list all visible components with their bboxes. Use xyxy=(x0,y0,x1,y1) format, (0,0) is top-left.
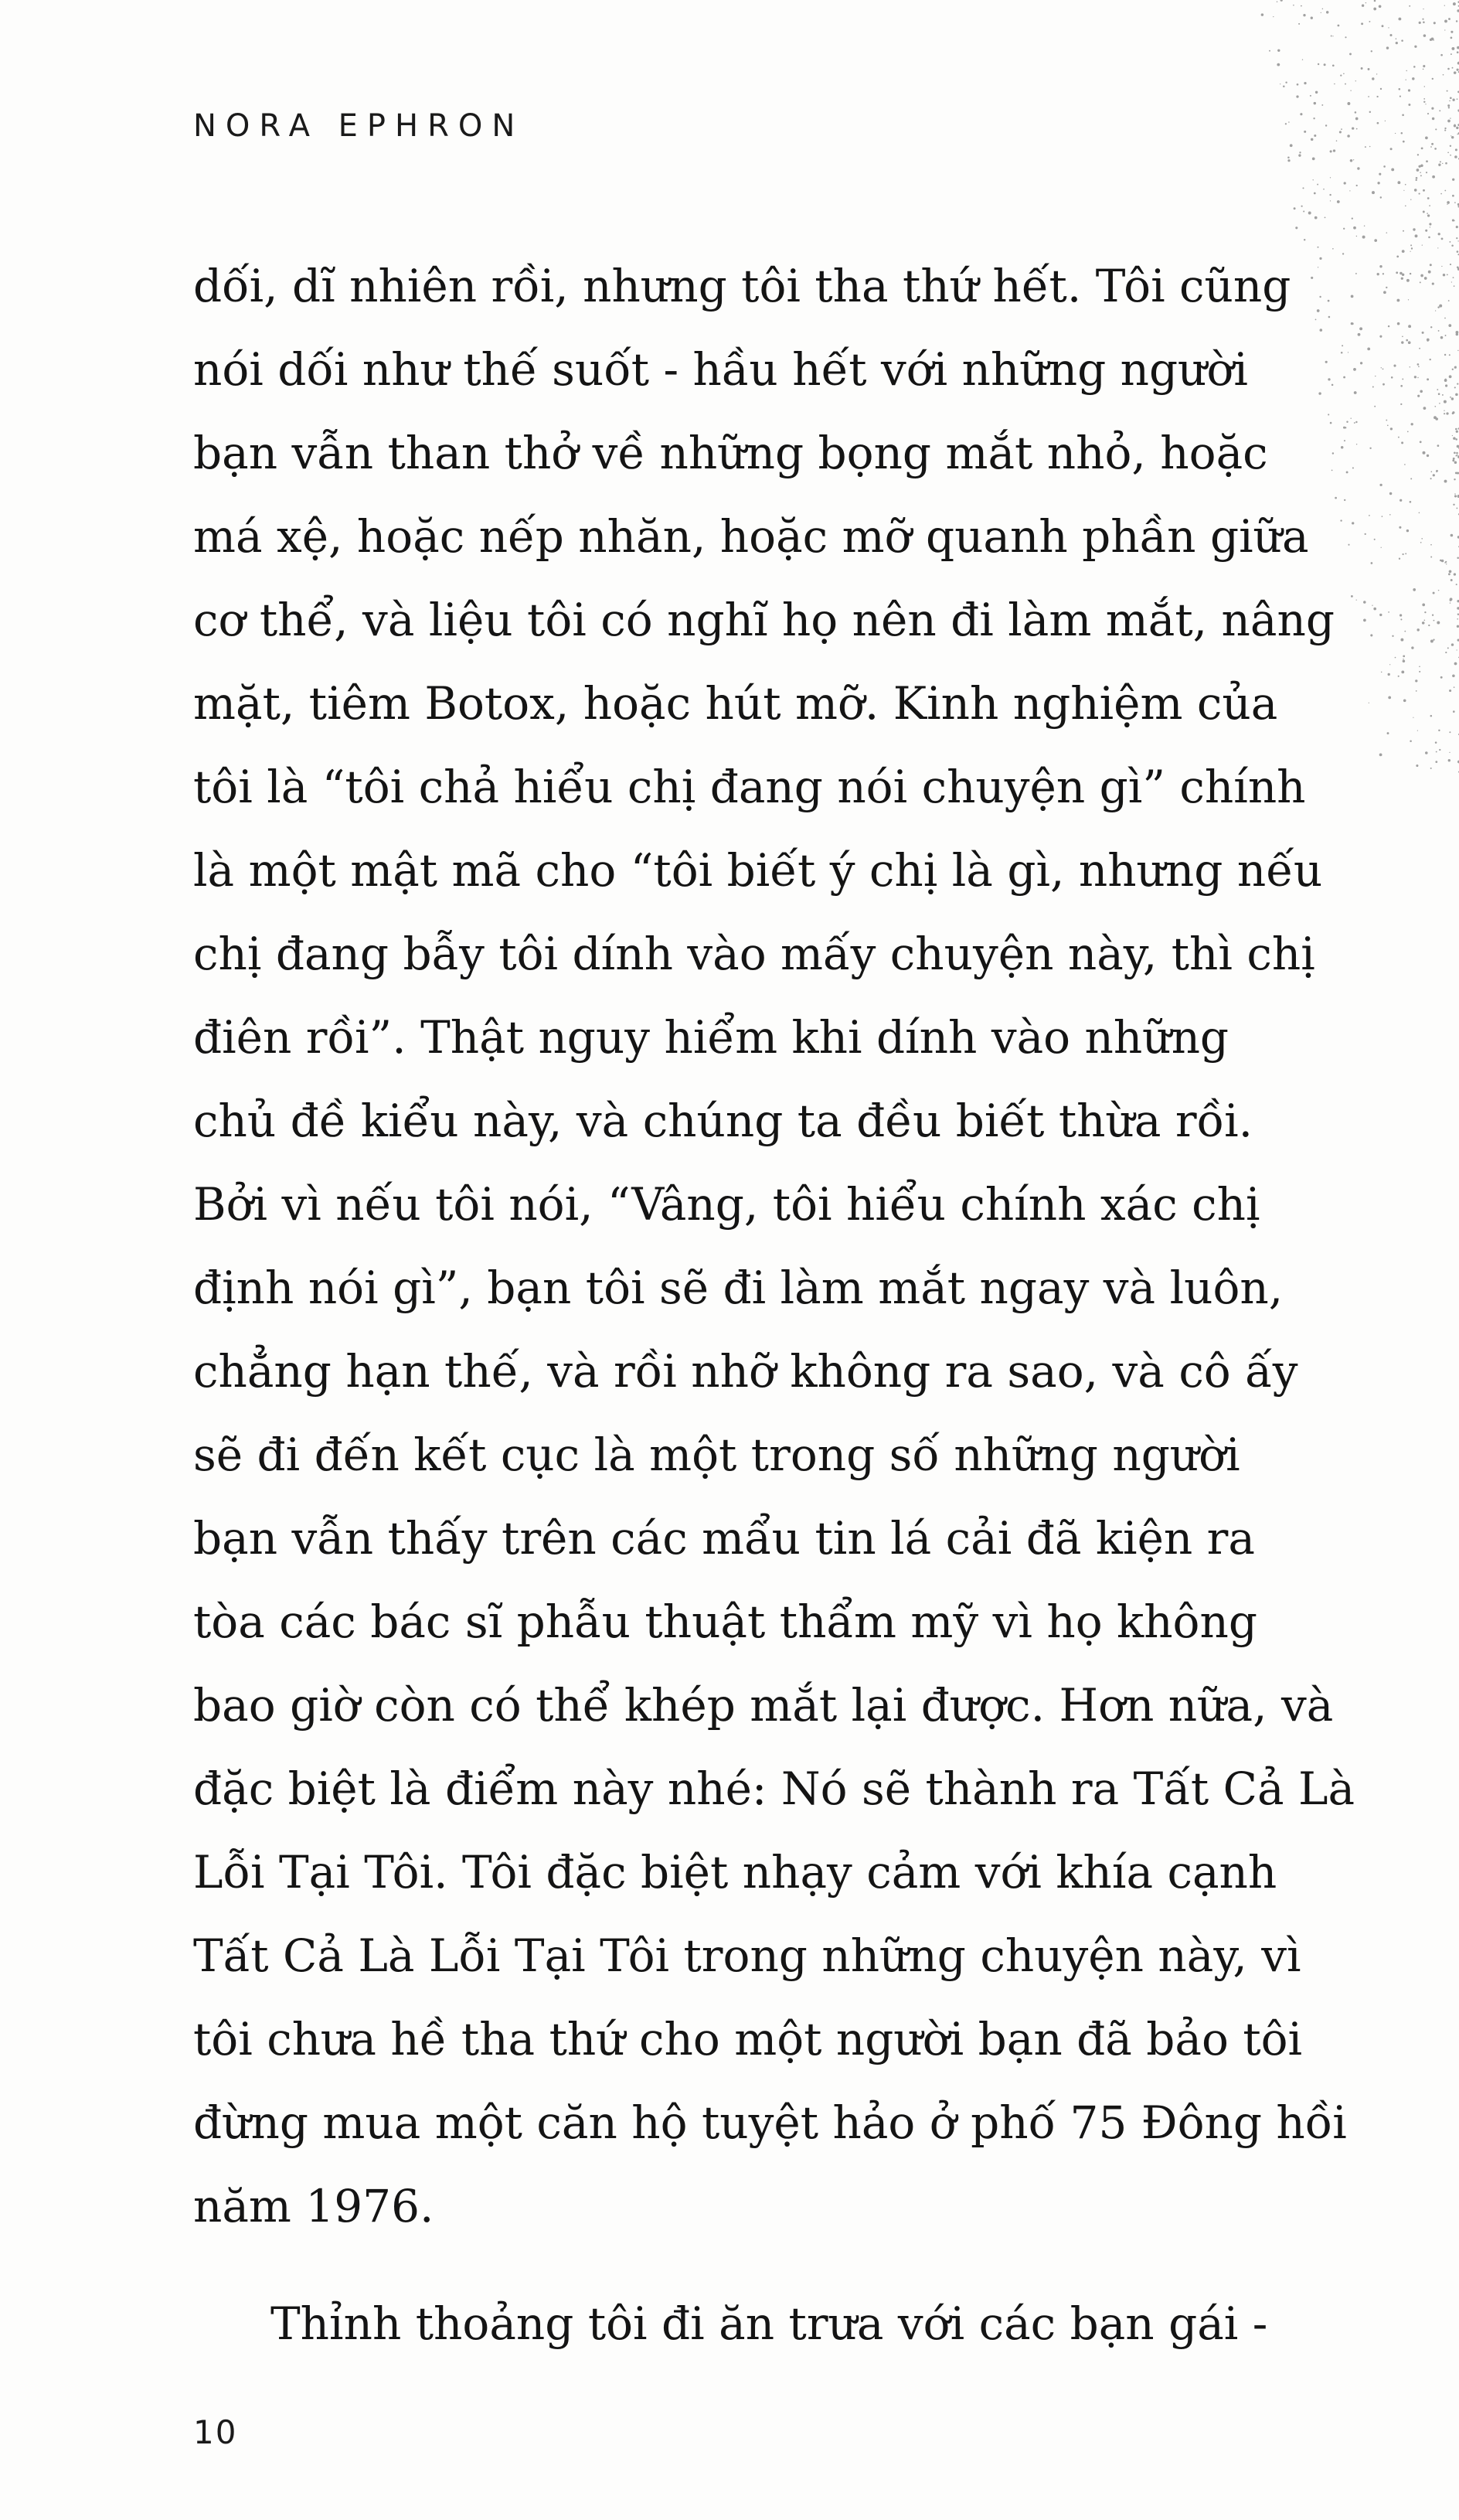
text-line: tôi chưa hề tha thứ cho một người bạn đã bảo tôi xyxy=(193,2013,1303,2065)
text-line: Bởi vì nếu tôi nói, “Vâng, tôi hiểu chính xác chị xyxy=(193,1178,1260,1231)
text-line: Lỗi Tại Tôi. Tôi đặc biệt nhạy cảm với khía cạnh xyxy=(193,1846,1277,1899)
text-line: Tất Cả Là Lỗi Tại Tôi trong những chuyện này, vì xyxy=(193,1929,1301,1982)
text-line: năm 1976. xyxy=(193,2180,434,2232)
paragraph-2 xyxy=(193,2282,1383,2365)
text-line: tôi là “tôi chả hiểu chị đang nói chuyện gì” chính xyxy=(193,761,1306,813)
text-line: cơ thể, và liệu tôi có nghĩ họ nên đi làm mắt, nâng xyxy=(193,594,1335,646)
body-text xyxy=(193,244,1383,2365)
text-line: sẽ đi đến kết cục là một trong số những người xyxy=(193,1429,1240,1481)
text-line: bạn vẫn thấy trên các mẩu tin lá cải đã kiện ra xyxy=(193,1512,1255,1565)
text-line: má xệ, hoặc nếp nhăn, hoặc mỡ quanh phần giữa xyxy=(193,510,1309,563)
text-line: tòa các bác sĩ phẫu thuật thẩm mỹ vì họ không xyxy=(193,1595,1257,1648)
text-line: chẳng hạn thế, và rồi nhỡ không ra sao, và cô ấy xyxy=(193,1345,1298,1398)
text-line: là một mật mã cho “tôi biết ý chị là gì, nhưng nếu xyxy=(193,844,1323,897)
running-header-author: NORA EPHRON xyxy=(193,108,525,144)
text-line: mặt, tiêm Botox, hoặc hút mỡ. Kinh nghiệm của xyxy=(193,677,1278,730)
paragraph-1 xyxy=(193,244,1383,2248)
page-number: 10 xyxy=(193,2413,238,2451)
text-line: đừng mua một căn hộ tuyệt hảo ở phố 75 Đông hồi xyxy=(193,2096,1347,2149)
text-line: Thỉnh thoảng tôi đi ăn trưa với các bạn gái - xyxy=(270,2297,1268,2350)
text-line: định nói gì”, bạn tôi sẽ đi làm mắt ngay và luôn, xyxy=(193,1262,1284,1314)
text-line: đặc biệt là điểm này nhé: Nó sẽ thành ra Tất Cả Là xyxy=(193,1762,1355,1815)
text-line: nói dối như thế suốt - hầu hết với những người xyxy=(193,343,1248,396)
text-line: chủ đề kiểu này, và chúng ta đều biết thừa rồi. xyxy=(193,1095,1253,1147)
text-line: bạn vẫn than thở về những bọng mắt nhỏ, hoặc xyxy=(193,427,1268,479)
text-line: dối, dĩ nhiên rồi, nhưng tôi tha thứ hết. Tôi cũng xyxy=(193,260,1291,312)
text-line: bao giờ còn có thể khép mắt lại được. Hơn nữa, và xyxy=(193,1679,1334,1732)
text-line: điên rồi”. Thật nguy hiểm khi dính vào những xyxy=(193,1011,1229,1064)
text-line: chị đang bẫy tôi dính vào mấy chuyện này, thì chị xyxy=(193,928,1315,980)
